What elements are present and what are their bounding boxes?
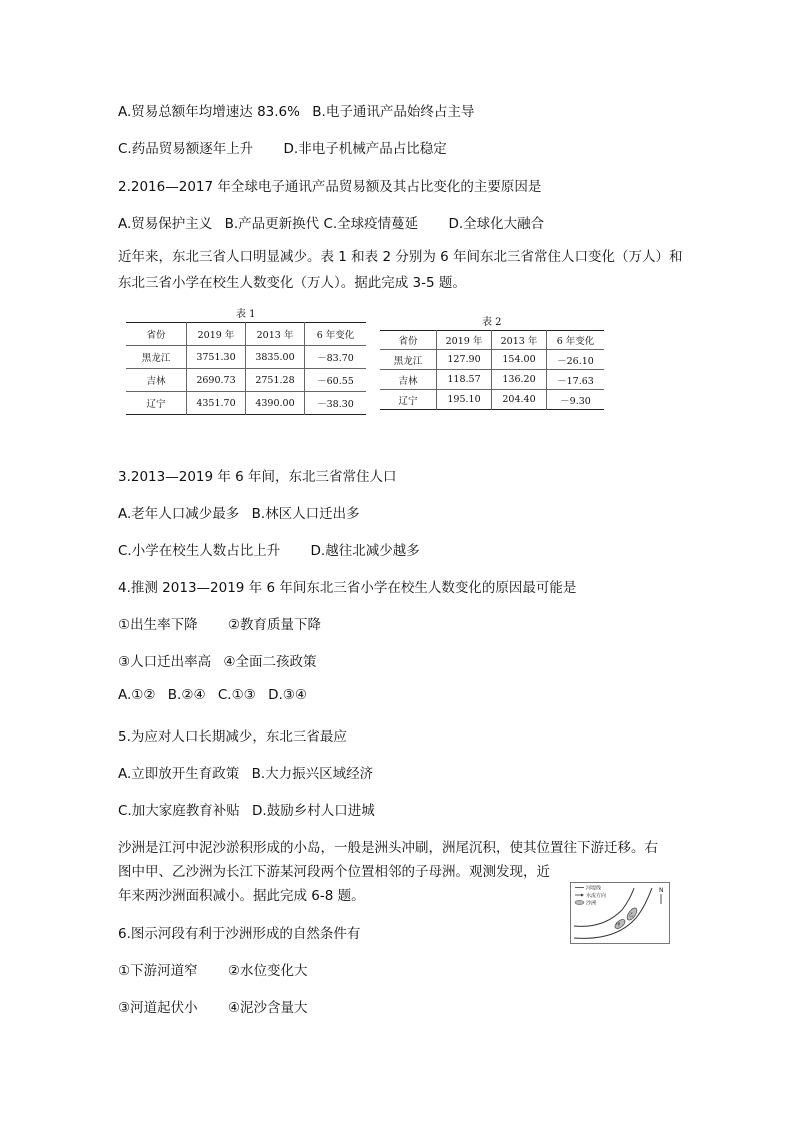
table-row (126, 346, 366, 369)
q3-option-b: B.林区人口迁出多 (251, 506, 360, 522)
q6-stem: 6.图示河段有利于沙洲形成的自然条件有 (118, 926, 361, 942)
q5-options-row1 (118, 762, 373, 782)
intro-6-8-line2: 图中甲、乙沙洲为长江下游某河段两个位置相邻的子母洲。观测发现，近 (118, 864, 550, 880)
table2-header: 2013 年 (492, 331, 547, 350)
table-row (126, 369, 366, 392)
legend-flow-label: 水流方向 (586, 893, 607, 899)
table2-header: 2019 年 (437, 331, 492, 350)
q2-option-b: B.产品更新换代 (224, 216, 320, 232)
table1-cell: 4351.70 (187, 392, 246, 415)
table1-cell: －60.55 (305, 369, 367, 392)
table1-cell: －38.30 (305, 392, 367, 415)
q6-item-2: ②水位变化大 (227, 963, 308, 979)
table2-cell: 136.20 (492, 370, 547, 390)
intro-6-8-line3: 年来两沙洲面积减小。据此完成 6-8 题。 (118, 888, 365, 904)
q5-option-b: B.大力振兴区域经济 (251, 766, 374, 782)
q6-item-4: ④泥沙含量大 (227, 1000, 308, 1016)
q2-option-a: A.贸易保护主义 (118, 216, 213, 232)
table1-cell: 吉林 (126, 369, 187, 392)
table1-cell: 2751.28 (246, 369, 305, 392)
q3-options-row2 (118, 539, 420, 559)
q3-stem: 3.2013—2019 年 6 年间，东北三省常住人口 (118, 469, 397, 485)
q3-option-c: C.小学在校生人数占比上升 (118, 543, 281, 559)
table-row (126, 392, 366, 415)
sandbar-jia-label: 甲 (616, 923, 621, 928)
sandbar-yi-label: 乙 (629, 913, 634, 918)
legend-sandbar-label: 沙洲 (586, 900, 597, 907)
table2-cell: 吉林 (380, 370, 437, 390)
legend-sandbar-swatch (575, 901, 584, 905)
q5-stem: 5.为应对人口长期减少，东北三省最应 (118, 729, 347, 745)
table2-header: 6 年变化 (547, 331, 605, 350)
table2-cell: －9.30 (547, 390, 605, 410)
q6-item-3: ③河道起伏小 (118, 1000, 198, 1016)
q4-option-d: D.③④ (268, 687, 307, 703)
q1-option-b: B.电子通讯产品始终占主导 (312, 104, 475, 120)
table2-header: 省份 (380, 331, 437, 350)
table2-cell: 204.40 (492, 390, 547, 410)
table-row (380, 370, 604, 390)
table2-cell: 195.10 (437, 390, 492, 410)
table2-cell: 154.00 (492, 350, 547, 370)
q3-option-a: A.老年人口减少最多 (118, 506, 240, 522)
table2-cell: 127.90 (437, 350, 492, 370)
q4-options-row (118, 687, 307, 703)
table-row (380, 350, 604, 370)
intro-3-5: 近年来，东北三省人口明显减少。表 1 和表 2 分别为 6 年间东北三省常住人口变化（万人）和东北三省小学在校生人数变化（万人）。据此完成 3-5 题。 (118, 249, 683, 291)
table2-header-row (380, 331, 604, 350)
q6-items-row2 (118, 996, 308, 1016)
intro-6-8-line1: 沙洲是江河中泥沙淤积形成的小岛，一般是洲头冲刷，洲尾沉积，使其位置往下游迁移。右 (118, 840, 658, 856)
table2-cell: 118.57 (437, 370, 492, 390)
river-sandbar-map (570, 882, 670, 944)
q4-items-row1 (118, 613, 321, 633)
north-label: N (659, 887, 664, 894)
table1-cell: 辽宁 (126, 392, 187, 415)
q1-option-a: A.贸易总额年均增速达 83.6% (118, 104, 300, 120)
table1-header: 2019 年 (187, 323, 246, 346)
q4-items-row2 (118, 650, 317, 670)
q3-options-row1 (118, 502, 360, 522)
q4-option-c: C.①③ (217, 687, 256, 703)
q4-option-a: A.①② (118, 687, 156, 703)
q5-option-c: C.加大家庭教育补贴 (118, 803, 240, 819)
table2-caption: 表 2 (482, 317, 502, 328)
table1-cell: 黑龙江 (126, 346, 187, 369)
q4-stem: 4.推测 2013—2019 年 6 年间东北三省小学在校生人数变化的原因最可能是 (118, 580, 577, 596)
table2-cell: 辽宁 (380, 390, 437, 410)
q5-option-d: D.鼓励乡村人口进城 (252, 803, 375, 819)
legend-bank-label: 河堤线 (586, 885, 602, 892)
table1-header: 省份 (126, 323, 187, 346)
q2-options-row (118, 212, 544, 232)
table2-cell: －17.63 (547, 370, 605, 390)
table2 (380, 330, 604, 410)
table1-header: 2013 年 (246, 323, 305, 346)
table2-cell: 黑龙江 (380, 350, 437, 370)
table1-header-row (126, 323, 366, 346)
q6-items-row1 (118, 959, 308, 979)
q1-option-c: C.药品贸易额逐年上升 (118, 141, 254, 157)
table1-cell: －83.70 (305, 346, 367, 369)
table-row (380, 390, 604, 410)
q1-option-d: D.非电子机械产品占比稳定 (283, 141, 447, 157)
table1-header: 6 年变化 (305, 323, 367, 346)
q6-item-1: ①下游河道窄 (118, 963, 198, 979)
q4-item-4: ④全面二孩政策 (223, 654, 317, 670)
q1-options-row1 (118, 100, 474, 120)
q4-item-2: ②教育质量下降 (227, 617, 322, 633)
legend-flow-arrowhead (581, 894, 584, 897)
q2-stem: 2.2016—2017 年全球电子通讯产品贸易额及其占比变化的主要原因是 (118, 179, 542, 195)
q2-option-d: D.全球化大融合 (448, 216, 545, 232)
table1-cell: 4390.00 (246, 392, 305, 415)
table1-caption: 表 1 (236, 309, 256, 320)
q4-item-1: ①出生率下降 (118, 617, 198, 633)
q2-option-c: C.全球疫情蔓延 (323, 216, 419, 232)
q4-item-3: ③人口迁出率高 (118, 654, 212, 670)
table2-cell: －26.10 (547, 350, 605, 370)
table1-cell: 2690.73 (187, 369, 246, 392)
table1-cell: 3751.30 (187, 346, 246, 369)
q1-options-row2 (118, 137, 447, 157)
q5-option-a: A.立即放开生育政策 (118, 766, 240, 782)
q5-options-row2 (118, 799, 375, 819)
table1-cell: 3835.00 (246, 346, 305, 369)
q4-option-b: B.②④ (167, 687, 206, 703)
q3-option-d: D.越往北减少越多 (310, 543, 420, 559)
table1 (126, 322, 366, 415)
